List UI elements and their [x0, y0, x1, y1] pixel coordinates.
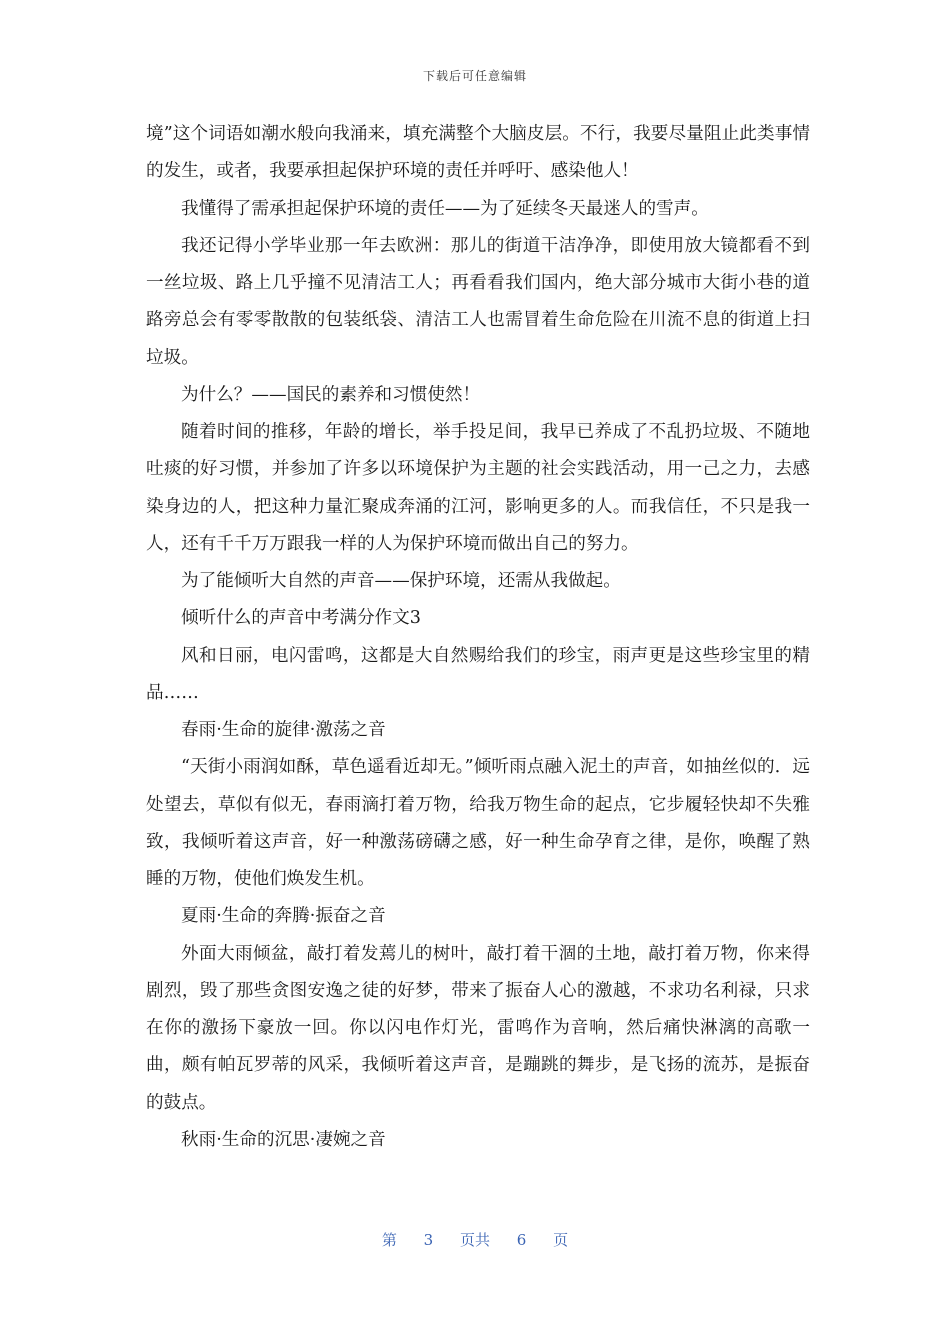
- current-page-number: 3: [423, 1231, 434, 1249]
- paragraph: 为什么？——国民的素养和习惯使然！: [181, 384, 481, 405]
- footer-prefix: 第: [381, 1231, 397, 1249]
- paragraph: 随着时间的推移，年龄的增长，举手投足间，我早已养成了不乱扔垃圾、不随地吐痰的好习惯，并参加了许多以环境保护为主题的社会实践活动，用一己之力，去感染身边的人，把这种力量汇聚成奔涌的江河，影响更多的人。而我信任，不只是我一人，还有千千万万跟我一样的人为保护环境而做出自己的努力。: [146, 422, 810, 554]
- footer-suffix: 页: [553, 1231, 569, 1249]
- paragraph: 我还记得小学毕业那一年去欧洲：那儿的街道干洁净净，即使用放大镜都看不到一丝垃圾、路上几乎撞不见清洁工人；再看看我们国内，绝大部分城市大街小巷的道路旁总会有零零散散的包装纸袋、清洁工人也需冒着生命危险在川流不息的街道上扫垃圾。: [146, 235, 810, 368]
- section-heading-spring: 春雨·生命的旋律·激荡之音: [181, 720, 386, 740]
- section-heading-autumn: 秋雨·生命的沉思·凄婉之音: [181, 1129, 386, 1150]
- page-footer: [0, 1229, 950, 1250]
- paragraph: 风和日丽，电闪雷鸣，这都是大自然赐给我们的珍宝，雨声更是这些珍宝里的精品……: [146, 645, 810, 703]
- section-heading-summer: 夏雨·生命的奔腾·振奋之音: [181, 906, 386, 927]
- footer-mid: 页共: [459, 1231, 490, 1249]
- paragraph: 我懂得了需承担起保护环境的责任——为了延续冬天最迷人的雪声。: [181, 198, 709, 219]
- paragraph: 境”这个词语如潮水般向我涌来，填充满整个大脑皮层。不行，我要尽量阻止此类事情的发生，或者，我要承担起保护环境的责任并呼吁、感染他人！: [146, 124, 810, 182]
- document-body: [146, 116, 810, 1159]
- total-pages-number: 6: [516, 1231, 527, 1249]
- page-header: 下载后可任意编辑: [422, 69, 527, 83]
- paragraph: 为了能倾听大自然的声音——保护环境，还需从我做起。: [181, 571, 621, 591]
- paragraph: “天街小雨润如酥，草色遥看近却无。”倾听雨点融入泥土的声音，如抽丝似的．远处望去，草似有似无，春雨滴打着万物，给我万物生命的起点，它步履轻快却不失雅致，我倾听着这声音，好一种激荡磅礴之感，好一种生命孕育之律，是你，唤醒了熟睡的万物，使他们焕发生机。: [146, 757, 810, 889]
- essay-title: 倾听什么的声音中考满分作文3: [181, 608, 421, 629]
- paragraph: 外面大雨倾盆，敲打着发蔫儿的树叶，敲打着干涸的土地，敲打着万物，你来得剧烈，毁了那些贪图安逸之徒的好梦，带来了振奋人心的激越，不求功名利禄，只求在你的激扬下豪放一回。你以闪电作灯光，雷鸣作为音响，然后痛快淋漓的高歌一曲，颇有帕瓦罗蒂的风采，我倾听着这声音，是蹦跳的舞步，是飞扬的流苏，是振奋的鼓点。: [146, 943, 810, 1113]
